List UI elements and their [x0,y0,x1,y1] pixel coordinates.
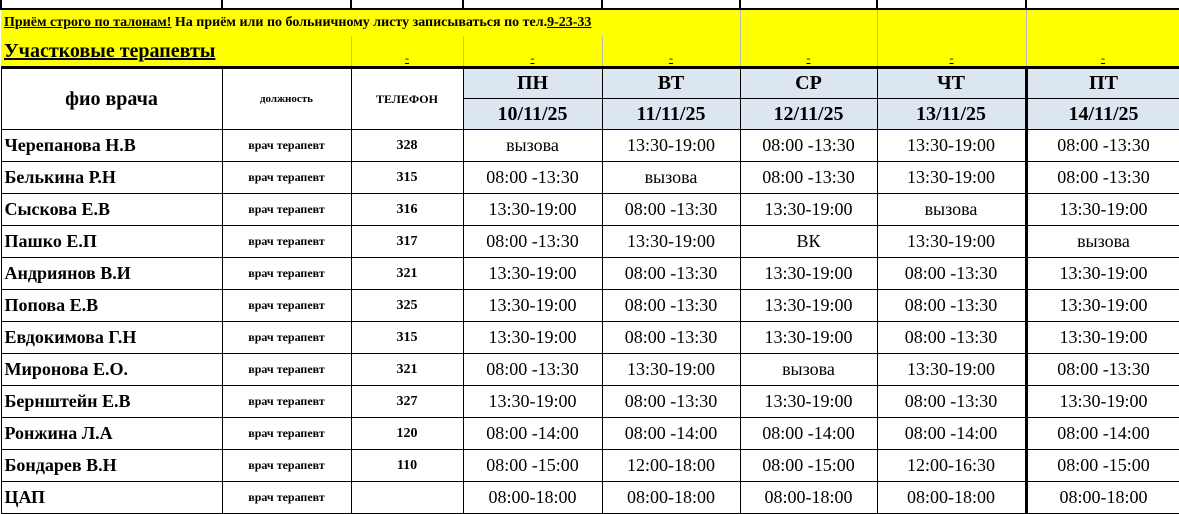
schedule-cell: 08:00 -14:00 [1026,418,1179,450]
schedule-cell: 08:00 -15:00 [740,450,877,482]
schedule-cell: 13:30-19:00 [463,258,602,290]
schedule-cell: 08:00 -13:30 [602,258,740,290]
doctor-name: Белькина Р.Н [1,162,222,194]
notice-row [1,9,1179,36]
schedule-cell: 08:00 -15:00 [1026,450,1179,482]
schedule-cell: 13:30-19:00 [463,194,602,226]
table-row [1,386,1179,418]
section-row [1,36,1179,68]
schedule-cell: 13:30-19:00 [602,354,740,386]
schedule-cell: 13:30-19:00 [1026,290,1179,322]
schedule-cell: 08:00 -13:30 [463,354,602,386]
doctor-position: врач терапевт [222,482,351,514]
schedule-cell: 08:00-18:00 [602,482,740,514]
schedule-cell: 08:00 -14:00 [740,418,877,450]
header-phone: ТЕЛЕФОН [351,68,463,130]
doctor-name: ЦАП [1,482,222,514]
schedule-cell: 13:30-19:00 [740,258,877,290]
schedule-cell: 08:00 -13:30 [1026,354,1179,386]
section-dash: - [602,36,740,68]
schedule-cell: 08:00-18:00 [1026,482,1179,514]
doctor-name: Черепанова Н.В [1,130,222,162]
schedule-cell: 13:30-19:00 [877,354,1026,386]
schedule-cell: 13:30-19:00 [877,226,1026,258]
schedule-cell: 08:00 -15:00 [463,450,602,482]
schedule-cell: 13:30-19:00 [877,162,1026,194]
doctor-phone: 315 [351,322,463,354]
doctor-phone: 120 [351,418,463,450]
schedule-cell: ВК [740,226,877,258]
table-row [1,226,1179,258]
schedule-cell: 08:00 -14:00 [877,418,1026,450]
schedule-cell: 08:00 -13:30 [602,322,740,354]
schedule-cell: 08:00 -13:30 [602,386,740,418]
doctor-name: Бернштейн Е.В [1,386,222,418]
doctor-rows [1,130,1179,514]
header-day: СР [740,68,877,99]
doctor-name: Миронова Е.О. [1,354,222,386]
schedule-cell: вызова [740,354,877,386]
doctor-position: врач терапевт [222,354,351,386]
notice-text [1,9,740,36]
schedule-cell: 13:30-19:00 [740,194,877,226]
schedule-cell: вызова [877,194,1026,226]
schedule-cell: 08:00 -13:30 [463,226,602,258]
table-row [1,194,1179,226]
schedule-cell: 08:00-18:00 [877,482,1026,514]
doctor-name: Андриянов В.И [1,258,222,290]
schedule-cell: 08:00 -13:30 [602,290,740,322]
schedule-cell: 08:00-18:00 [740,482,877,514]
schedule-cell: 13:30-19:00 [740,386,877,418]
table-row [1,322,1179,354]
schedule-cell: 12:00-18:00 [602,450,740,482]
schedule-cell: 08:00 -13:30 [1026,162,1179,194]
clipped-top-row [1,0,1179,9]
header-day: ПН [463,68,602,99]
schedule-cell: 13:30-19:00 [1026,194,1179,226]
header-date: 13/11/25 [877,99,1026,130]
header-row-days [1,68,1179,99]
doctor-name: Пашко Е.П [1,226,222,258]
schedule-cell: 13:30-19:00 [602,130,740,162]
table-row [1,418,1179,450]
schedule-cell: 08:00 -14:00 [463,418,602,450]
doctor-name: Ронжина Л.А [1,418,222,450]
table-row [1,450,1179,482]
schedule-cell: 08:00 -13:30 [740,162,877,194]
section-dash: - [463,36,602,68]
section-dash: - [351,36,463,68]
doctor-phone: 325 [351,290,463,322]
schedule-cell: 12:00-16:30 [877,450,1026,482]
doctor-phone: 317 [351,226,463,258]
header-date: 12/11/25 [740,99,877,130]
schedule-cell: 13:30-19:00 [463,322,602,354]
schedule-cell: 08:00 -13:30 [740,130,877,162]
doctor-position: врач терапевт [222,162,351,194]
schedule-cell: 13:30-19:00 [1026,258,1179,290]
doctor-phone [351,482,463,514]
table-row [1,290,1179,322]
schedule-cell: 13:30-19:00 [463,290,602,322]
doctor-phone: 315 [351,162,463,194]
notice-warning: Приём строго по талонам! [4,15,172,30]
schedule-cell: 08:00 -13:30 [877,290,1026,322]
doctor-name: Бондарев В.Н [1,450,222,482]
header-day: ВТ [602,68,740,99]
table-row [1,130,1179,162]
doctor-name: Сыскова Е.В [1,194,222,226]
schedule-cell: 08:00 -13:30 [463,162,602,194]
schedule-cell: 13:30-19:00 [740,322,877,354]
header-day: ЧТ [877,68,1026,99]
doctor-phone: 328 [351,130,463,162]
doctor-phone: 327 [351,386,463,418]
schedule-cell: 08:00 -13:30 [602,194,740,226]
table-row [1,258,1179,290]
schedule-cell: 13:30-19:00 [463,386,602,418]
table-row [1,482,1179,514]
schedule-cell: 08:00 -14:00 [602,418,740,450]
schedule-cell: 13:30-19:00 [1026,386,1179,418]
section-dash: - [877,36,1026,68]
doctor-phone: 321 [351,258,463,290]
schedule-cell: вызова [1026,226,1179,258]
notice-body: На приём или по больничному листу записываться по тел. [174,15,548,30]
section-title: Участковые терапевты [1,36,351,68]
schedule-cell: 08:00 -13:30 [877,322,1026,354]
doctor-position: врач терапевт [222,226,351,258]
header-name: фио врача [1,68,222,130]
doctor-position: врач терапевт [222,258,351,290]
section-dash: - [740,36,877,68]
schedule-cell: 13:30-19:00 [602,226,740,258]
notice-phone: 9-23-33 [547,15,592,30]
table-row [1,354,1179,386]
schedule-cell: 08:00 -13:30 [1026,130,1179,162]
doctor-phone: 316 [351,194,463,226]
doctor-phone: 110 [351,450,463,482]
doctor-position: врач терапевт [222,450,351,482]
header-date: 11/11/25 [602,99,740,130]
doctor-phone: 321 [351,354,463,386]
doctor-position: врач терапевт [222,322,351,354]
schedule-cell: 08:00-18:00 [463,482,602,514]
doctor-name: Попова Е.В [1,290,222,322]
table-row [1,162,1179,194]
doctor-position: врач терапевт [222,130,351,162]
schedule-cell: вызова [463,130,602,162]
section-dash: - [1026,36,1179,68]
header-position: должность [222,68,351,130]
doctor-name: Евдокимова Г.Н [1,322,222,354]
schedule-cell: 13:30-19:00 [877,130,1026,162]
schedule-cell: 13:30-19:00 [740,290,877,322]
header-date: 14/11/25 [1026,99,1179,130]
doctor-position: врач терапевт [222,290,351,322]
header-date: 10/11/25 [463,99,602,130]
schedule-cell: вызова [602,162,740,194]
doctor-position: врач терапевт [222,194,351,226]
doctor-position: врач терапевт [222,418,351,450]
schedule-cell: 08:00 -13:30 [877,386,1026,418]
schedule-cell: 08:00 -13:30 [877,258,1026,290]
header-day: ПТ [1026,68,1179,99]
schedule-cell: 13:30-19:00 [1026,322,1179,354]
doctor-position: врач терапевт [222,386,351,418]
